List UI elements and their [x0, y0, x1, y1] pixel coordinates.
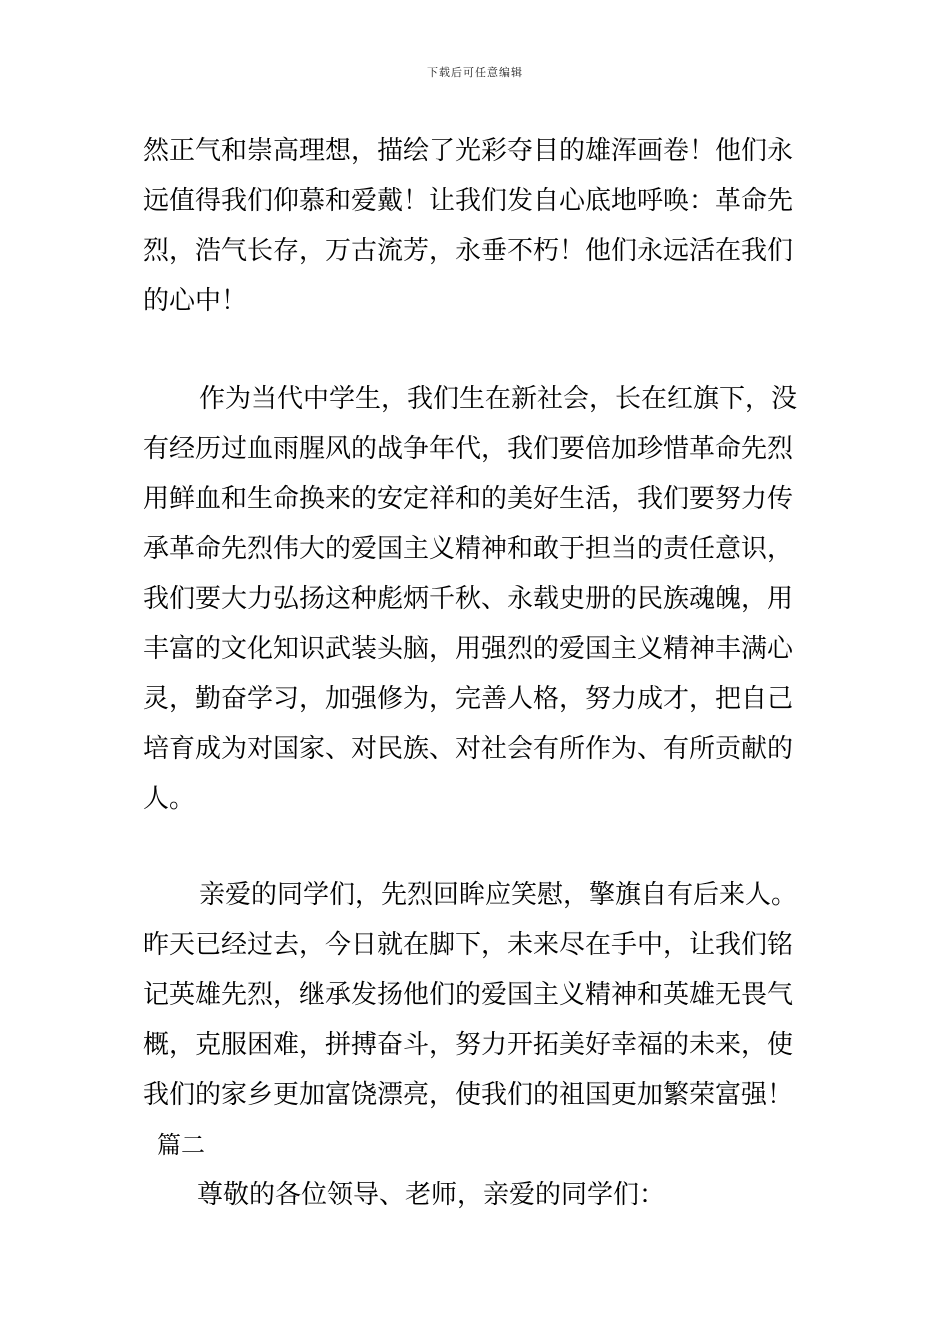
text-line: 我们的家乡更加富饶漂亮，使我们的祖国更加繁荣富强！ — [143, 1080, 794, 1110]
text-line: 记英雄先烈，继承发扬他们的爱国主义精神和英雄无畏气 — [143, 980, 794, 1010]
text-line: 然正气和崇高理想，描绘了光彩夺目的雄浑画卷！他们永 — [143, 136, 794, 166]
paragraph-1 — [143, 126, 793, 326]
text-line: 的心中！ — [143, 286, 248, 316]
text-line: 承革命先烈伟大的爱国主义精神和敢于担当的责任意识， — [143, 534, 794, 564]
paragraph-2 — [143, 374, 797, 824]
text-line: 培育成为对国家、对民族、对社会有所作为、有所贡献的 — [143, 734, 794, 764]
text-line: 用鲜血和生命换来的安定祥和的美好生活，我们要努力传 — [143, 484, 794, 514]
text-line: 烈，浩气长存，万古流芳，永垂不朽！他们永远活在我们 — [143, 236, 794, 266]
text-line: 灵，勤奋学习，加强修为，完善人格，努力成才，把自己 — [143, 684, 794, 714]
text-line: 概，克服困难，拼搏奋斗，努力开拓美好幸福的未来，使 — [143, 1030, 794, 1060]
text-line: 人。 — [143, 784, 196, 814]
text-line: 昨天已经过去，今日就在脚下，未来尽在手中，让我们铭 — [143, 930, 794, 960]
text-line: 远值得我们仰慕和爱戴！让我们发自心底地呼唤：革命先 — [143, 186, 794, 216]
text-line: 作为当代中学生，我们生在新社会，长在红旗下，没 — [199, 384, 798, 414]
text-line: 亲爱的同学们，先烈回眸应笑慰，擎旗自有后来人。 — [199, 880, 798, 910]
section-heading: 篇二 — [157, 1131, 205, 1159]
text-line: 我们要大力弘扬这种彪炳千秋、永载史册的民族魂魄，用 — [143, 584, 794, 614]
greeting-line: 尊敬的各位领导、老师，亲爱的同学们： — [197, 1180, 666, 1210]
text-line: 丰富的文化知识武装头脑，用强烈的爱国主义精神丰满心 — [143, 634, 794, 664]
text-line: 有经历过血雨腥风的战争年代，我们要倍加珍惜革命先烈 — [143, 434, 794, 464]
paragraph-3 — [143, 870, 797, 1120]
page-header: 下载后可任意编辑 — [427, 66, 523, 79]
